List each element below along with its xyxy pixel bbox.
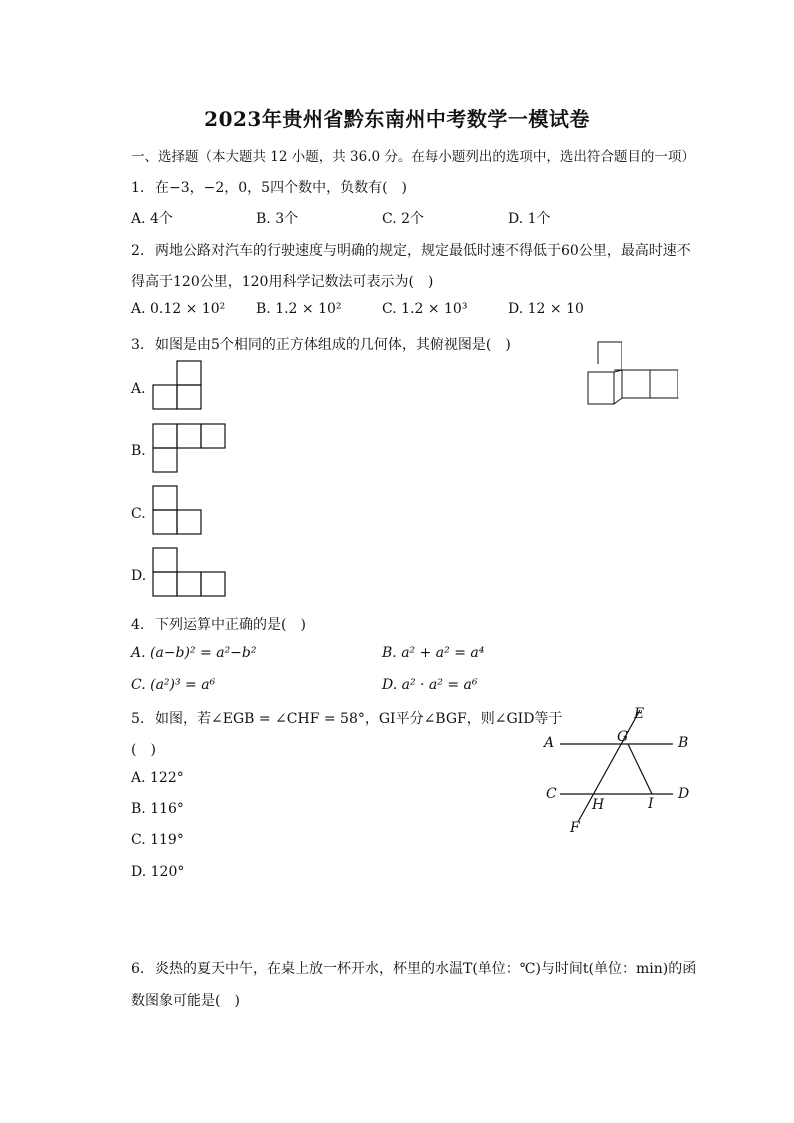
question-text-line1: 如图，若∠EGB = ∠CHF = 58°，GI平分∠BGF，则∠GID等于 [155, 711, 563, 727]
question-text-line2: 数图象可能是( ) [131, 993, 240, 1009]
label-d: D [678, 786, 690, 802]
label-g: G [617, 729, 629, 745]
page-title: 2023年贵州省黔东南州中考数学一模试卷 [204, 107, 590, 131]
cube-face [588, 364, 620, 372]
question-4 [131, 614, 306, 634]
question-5 [131, 708, 562, 728]
question-6 [131, 958, 696, 978]
q2-option-b: B. 1.2 × 10² [256, 301, 342, 317]
question-text-line1: 两地公路对汽车的行驶速度与明确的规定，规定最低时速不得低于60公里，最高时速不 [155, 243, 691, 259]
q5-option-d: D. 120° [131, 864, 185, 880]
line-ef [578, 710, 640, 822]
q1-option-a: A. 4个 [131, 211, 173, 227]
question-number: 2. [131, 243, 145, 259]
q1-option-c: C. 2个 [382, 211, 425, 227]
option-c-grid [152, 485, 204, 537]
option-b-grid [152, 423, 228, 475]
label-a: A [544, 735, 555, 751]
q1-option-b: B. 3个 [256, 211, 299, 227]
label-h: H [592, 797, 605, 813]
label-c: C [546, 786, 557, 802]
label-i: I [648, 796, 654, 812]
question-2 [131, 240, 691, 260]
question-1 [131, 177, 407, 197]
q1-option-d: D. 1个 [508, 211, 551, 227]
q5-option-b: B. 116° [131, 801, 184, 817]
q4-option-c: C. (a²)³ = a⁶ [131, 677, 216, 693]
q2-option-a: A. 0.12 × 10² [131, 301, 226, 317]
q2-option-d: D. 12 × 10 [508, 301, 584, 317]
question-text: 在−3，−2，0，5四个数中，负数有( ) [155, 180, 408, 196]
question-3 [131, 334, 511, 354]
parallel-lines-figure [540, 704, 700, 836]
cube-face [622, 370, 650, 398]
q3-option-d: D. [131, 568, 147, 584]
label-f: F [570, 820, 580, 836]
question-text: 如图是由5个相同的正方体组成的几何体，其俯视图是( ) [155, 337, 511, 353]
option-a-grid [152, 360, 204, 412]
q2-option-c: C. 1.2 × 10³ [382, 301, 468, 317]
q3-option-b: B. [131, 443, 146, 459]
label-b: B [678, 735, 689, 751]
cube-solid-figure [588, 334, 692, 406]
q5-option-a: A. 122° [131, 770, 184, 786]
cube-face [588, 372, 614, 404]
option-d-grid [152, 547, 228, 599]
q5-option-c: C. 119° [131, 832, 184, 848]
q4-option-b: B. a² + a² = a⁴ [382, 645, 485, 661]
question-number: 4. [131, 617, 145, 633]
section-heading: 一、选择题（本大题共 12 小题，共 36.0 分。在每小题列出的选项中，选出符合题目的一项） [131, 149, 695, 165]
question-text-line1: 炎热的夏天中午，在桌上放一杯开水，杯里的水温T(单位：℃)与时间t(单位：min)的函 [155, 961, 697, 977]
q4-option-d: D. a² · a² = a⁶ [382, 677, 478, 693]
question-number: 5. [131, 711, 145, 727]
q3-option-a: A. [131, 381, 146, 397]
q4-option-a: A. (a−b)² = a²−b² [131, 645, 257, 661]
question-number: 1. [131, 180, 145, 196]
cube-face [650, 370, 678, 398]
question-text-line2: ( ) [131, 742, 156, 758]
question-text: 下列运算中正确的是( ) [155, 617, 306, 633]
question-text-line2: 得高于120公里，120用科学记数法可表示为( ) [131, 274, 434, 290]
question-number: 6. [131, 961, 145, 977]
label-e: E [634, 706, 645, 722]
q3-option-c: C. [131, 506, 146, 522]
question-number: 3. [131, 337, 145, 353]
segment-gi [628, 744, 652, 794]
